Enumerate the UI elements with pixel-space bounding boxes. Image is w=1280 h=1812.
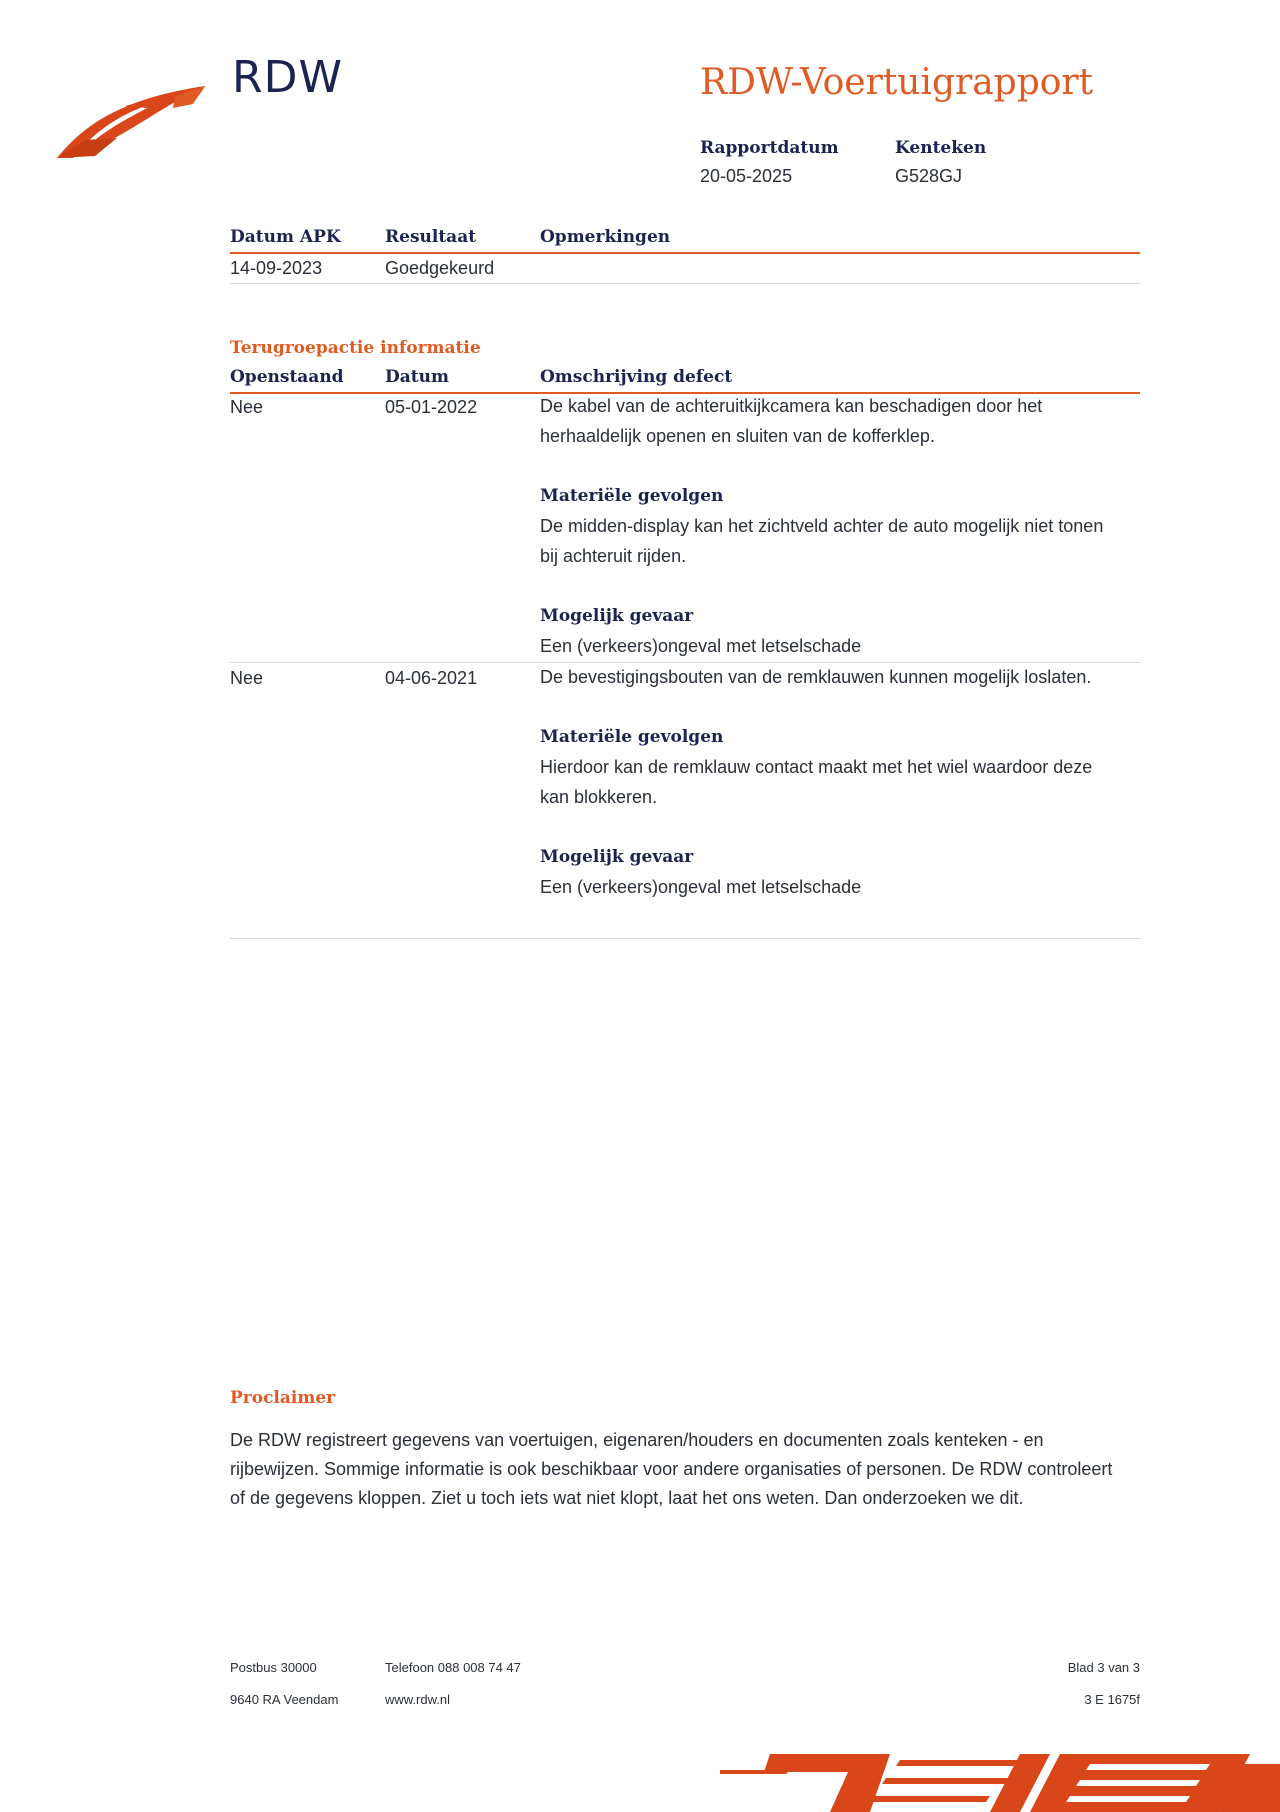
recall-row-open: Nee [230, 397, 264, 417]
danger-label: Mogelijk gevaar [540, 847, 694, 867]
apk-row-date: 14-09-2023 [230, 258, 323, 278]
consequences-label: Materiële gevolgen [540, 727, 724, 747]
footer-postbus: Postbus 30000 [230, 1660, 317, 1675]
apk-header-divider [230, 252, 1140, 254]
footer-website[interactable]: www.rdw.nl [385, 1692, 451, 1707]
defect-description: De kabel van de achteruitkijkcamera kan beschadigen door het herhaaldelijk openen en sluiten van de kofferklep. [540, 396, 1043, 446]
recall-row-defect [540, 391, 1120, 661]
recall-row-date: 04-06-2021 [385, 668, 478, 688]
apk-header-result: Resultaat [385, 227, 477, 247]
footer-phone: Telefoon 088 008 74 47 [385, 1660, 521, 1675]
recall-row-open: Nee [230, 668, 264, 688]
page-title: RDW-Voertuigrapport [700, 62, 1094, 103]
danger-text: Een (verkeers)ongeval met letselschade [540, 877, 862, 897]
recall-row-date: 05-01-2022 [385, 397, 478, 417]
recall-section-title: Terugroepactie informatie [230, 338, 481, 358]
proclaimer-title: Proclaimer [230, 1388, 336, 1408]
consequences-text: Hierdoor kan de remklauw contact maakt met het wiel waardoor deze kan blokkeren. [540, 757, 1093, 807]
report-date-label: Rapportdatum [700, 138, 839, 158]
plate-label: Kenteken [895, 138, 987, 158]
defect-description: De bevestigingsbouten van de remklauwen kunnen mogelijk loslaten. [540, 667, 1092, 687]
apk-header-remarks: Opmerkingen [540, 227, 671, 247]
brand-name: RDW [232, 52, 343, 103]
apk-header-date: Datum APK [230, 227, 341, 247]
footer-page-number: Blad 3 van 3 [1067, 1660, 1140, 1675]
recall-header-open: Openstaand [230, 367, 344, 387]
rdw-logo-icon [55, 78, 215, 168]
recall-row-divider [230, 938, 1140, 939]
report-date-value: 20-05-2025 [700, 166, 793, 186]
danger-text: Een (verkeers)ongeval met letselschade [540, 636, 862, 656]
footer-address: 9640 RA Veendam [230, 1692, 339, 1707]
consequences-label: Materiële gevolgen [540, 486, 724, 506]
recall-row-defect [540, 662, 1120, 902]
rdw-stripe-logo-icon [720, 1742, 1280, 1812]
plate-value: G528GJ [895, 166, 963, 186]
danger-label: Mogelijk gevaar [540, 606, 694, 626]
consequences-text: De midden-display kan het zichtveld achter de auto mogelijk niet tonen bij achteruit rijden. [540, 516, 1104, 566]
recall-header-description: Omschrijving defect [540, 367, 733, 387]
recall-header-date: Datum [385, 367, 449, 387]
footer-doc-code: 3 E 1675f [1084, 1692, 1140, 1707]
proclaimer-text: De RDW registreert gegevens van voertuigen, eigenaren/houders en documenten zoals kenteken - en rijbewijzen. Sommige informatie is ook beschikbaar voor andere organisaties of personen. De RDW controleert of de gegevens kloppen. Ziet u toch iets wat niet klopt, laat het ons weten. Dan onderzoeken we dit. [230, 1430, 1113, 1508]
apk-row-divider [230, 283, 1140, 284]
apk-row-result: Goedgekeurd [385, 258, 495, 278]
